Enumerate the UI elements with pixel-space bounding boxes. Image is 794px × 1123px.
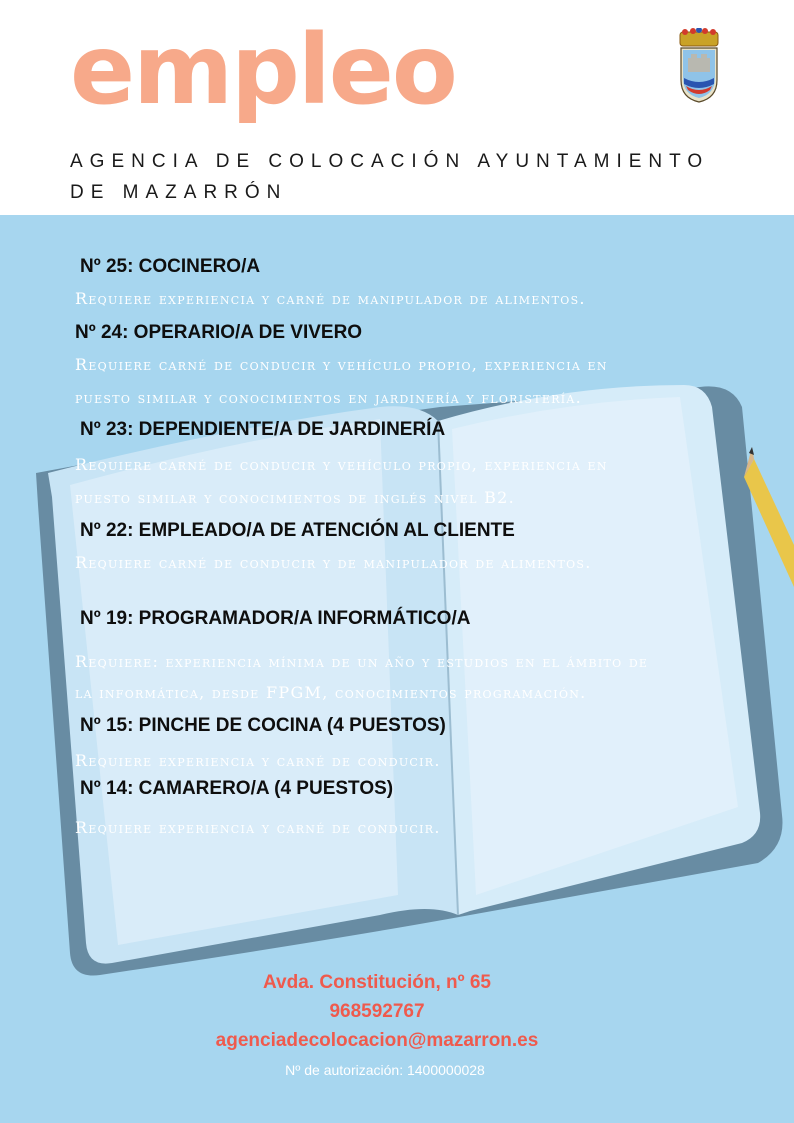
page-title: empleo: [70, 14, 456, 126]
job-title: Nº 24: OPERARIO/A DE VIVERO: [75, 322, 363, 343]
header: [0, 0, 794, 215]
job-listings-panel: [0, 215, 794, 1123]
footer-email[interactable]: agenciadecolocacion@mazarron.es: [215, 1030, 539, 1051]
job-description: Requiere experiencia y carné de conducir.: [75, 751, 441, 770]
job-description: la informática, desde FPGM, conocimientos programación.: [75, 683, 587, 702]
job-title: Nº 14: CAMARERO/A (4 PUESTOS): [80, 778, 394, 799]
job-description: puesto similar y conocimientos en jardinería y floristería.: [75, 388, 583, 407]
job-description: Requiere: experiencia mínima de un año y estudios en el ámbito de: [75, 652, 649, 671]
job-title: Nº 22: EMPLEADO/A DE ATENCIÓN AL CLIENTE: [80, 520, 515, 541]
coat-of-arms-icon: [676, 28, 722, 104]
job-title: Nº 15: PINCHE DE COCINA (4 PUESTOS): [80, 715, 446, 736]
job-title: Nº 25: COCINERO/A: [80, 256, 261, 277]
job-description: Requiere carné de conducir y vehículo propio, experiencia en: [75, 455, 608, 474]
job-description: puesto similar y conocimientos de inglés nivel B2.: [75, 488, 516, 507]
job-description: Requiere carné de conducir y vehículo propio, experiencia en: [75, 355, 608, 374]
job-description: Requiere carné de conducir y de manipulador de alimentos.: [75, 553, 592, 572]
job-title: Nº 23: DEPENDIENTE/A DE JARDINERÍA: [80, 419, 446, 440]
job-description: Requiere experiencia y carné de manipulador de alimentos.: [75, 289, 586, 308]
job-description: Requiere experiencia y carné de conducir.: [75, 818, 441, 837]
authorization-number: Nº de autorización: 1400000028: [285, 1062, 485, 1078]
job-title: Nº 19: PROGRAMADOR/A INFORMÁTICO/A: [80, 608, 471, 629]
page-subtitle: AGENCIA DE COLOCACIÓN AYUNTAMIENTO DE MAZARRÓN: [70, 151, 710, 203]
footer-address: Avda. Constitución, nº 65: [263, 972, 491, 993]
footer-phone[interactable]: 968592767: [329, 1001, 425, 1022]
